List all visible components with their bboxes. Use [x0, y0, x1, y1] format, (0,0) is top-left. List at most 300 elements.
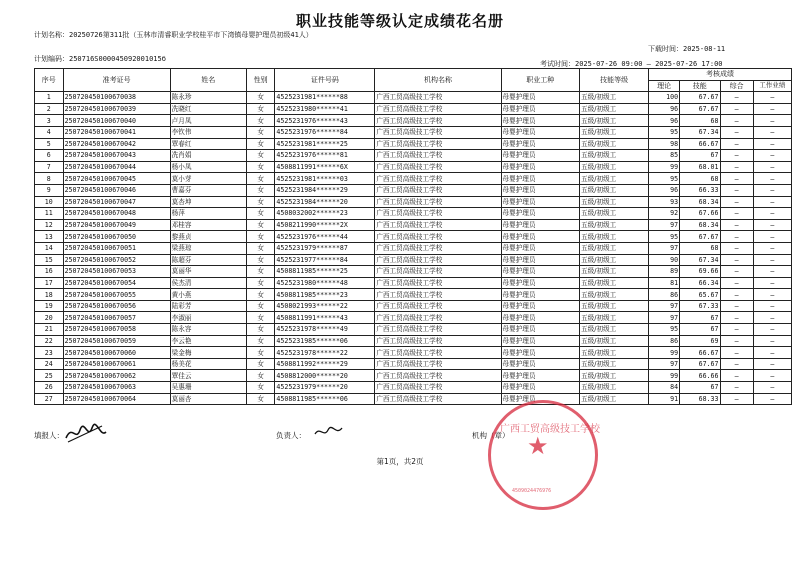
cell-name: 陈永容	[170, 324, 246, 336]
cell-total: —	[720, 277, 753, 289]
cell-ticket: 250720450100670051	[63, 242, 170, 254]
cell-no: 10	[35, 196, 64, 208]
cell-theory: 98	[649, 138, 680, 150]
cell-gender: 女	[246, 324, 275, 336]
cell-skill: 67	[680, 324, 720, 336]
col-gender: 性别	[246, 69, 275, 92]
cell-gender: 女	[246, 242, 275, 254]
score-table	[34, 68, 792, 405]
cell-level: 五级/初级工	[580, 277, 649, 289]
cell-job: 母婴护理员	[501, 126, 580, 138]
cell-theory: 97	[649, 358, 680, 370]
cell-total: —	[720, 219, 753, 231]
cell-job: 母婴护理员	[501, 173, 580, 185]
cell-ticket: 250720450100670047	[63, 196, 170, 208]
cell-gender: 女	[246, 161, 275, 173]
cell-org: 广西工贸高级技工学校	[375, 358, 501, 370]
cell-theory: 95	[649, 173, 680, 185]
cell-gender: 女	[246, 382, 275, 394]
cell-org: 广西工贸高级技工学校	[375, 126, 501, 138]
cell-job: 母婴护理员	[501, 138, 580, 150]
cell-name: 邓桂容	[170, 219, 246, 231]
cell-no: 13	[35, 231, 64, 243]
cell-work: —	[753, 208, 791, 220]
cell-gender: 女	[246, 184, 275, 196]
cell-level: 五级/初级工	[580, 103, 649, 115]
cell-total: —	[720, 254, 753, 266]
table-row	[35, 208, 792, 220]
table-row	[35, 370, 792, 382]
col-scores: 考核成绩	[649, 69, 792, 81]
table-row	[35, 231, 792, 243]
cell-no: 26	[35, 382, 64, 394]
cell-name: 吴惠珊	[170, 382, 246, 394]
cell-job: 母婴护理员	[501, 358, 580, 370]
cell-level: 五级/初级工	[580, 126, 649, 138]
cell-gender: 女	[246, 347, 275, 359]
cell-ticket: 250720450100670049	[63, 219, 170, 231]
cell-gender: 女	[246, 370, 275, 382]
cell-theory: 92	[649, 208, 680, 220]
header-row	[35, 69, 792, 81]
cell-org: 广西工贸高级技工学校	[375, 219, 501, 231]
plan-name: 计划名称：20250726第311批（玉林市清睿职业学校桂平市下湾镇母婴护理员初级41人）	[34, 31, 313, 39]
table-row	[35, 92, 792, 104]
cell-skill: 69	[680, 335, 720, 347]
cell-gender: 女	[246, 115, 275, 127]
cell-id: 4525231984******29	[275, 184, 375, 196]
cell-skill: 68.34	[680, 219, 720, 231]
table-row	[35, 138, 792, 150]
cell-job: 母婴护理员	[501, 219, 580, 231]
cell-gender: 女	[246, 393, 275, 405]
cell-job: 母婴护理员	[501, 184, 580, 196]
cell-skill: 68.34	[680, 196, 720, 208]
table-row	[35, 277, 792, 289]
cell-work: —	[753, 324, 791, 336]
cell-total: —	[720, 150, 753, 162]
cell-org: 广西工贸高级技工学校	[375, 103, 501, 115]
cell-ticket: 250720450100670039	[63, 103, 170, 115]
cell-id: 4508811985******25	[275, 266, 375, 278]
responsible-label: 负责人：	[276, 431, 306, 440]
cell-org: 广西工贸高级技工学校	[375, 277, 501, 289]
cell-job: 母婴护理员	[501, 115, 580, 127]
cell-job: 母婴护理员	[501, 231, 580, 243]
table-row	[35, 347, 792, 359]
cell-total: —	[720, 289, 753, 301]
cell-job: 母婴护理员	[501, 254, 580, 266]
cell-total: —	[720, 347, 753, 359]
cell-id: 4525231978******22	[275, 347, 375, 359]
cell-ticket: 250720450100670063	[63, 382, 170, 394]
cell-total: —	[720, 370, 753, 382]
cell-skill: 68	[680, 242, 720, 254]
cell-ticket: 250720450100670053	[63, 266, 170, 278]
cell-level: 五级/初级工	[580, 196, 649, 208]
table-row	[35, 161, 792, 173]
cell-work: —	[753, 92, 791, 104]
cell-name: 陆彩芳	[170, 300, 246, 312]
cell-theory: 81	[649, 277, 680, 289]
cell-level: 五级/初级工	[580, 150, 649, 162]
cell-name: 冼晓红	[170, 103, 246, 115]
cell-skill: 68.33	[680, 393, 720, 405]
cell-no: 25	[35, 370, 64, 382]
cell-ticket: 250720450100670055	[63, 289, 170, 301]
table-row	[35, 219, 792, 231]
cell-theory: 93	[649, 196, 680, 208]
cell-level: 五级/初级工	[580, 242, 649, 254]
cell-total: —	[720, 266, 753, 278]
cell-id: 4525231984******20	[275, 196, 375, 208]
cell-id: 4508811985******23	[275, 289, 375, 301]
cell-job: 母婴护理员	[501, 347, 580, 359]
cell-total: —	[720, 173, 753, 185]
cell-work: —	[753, 312, 791, 324]
cell-job: 母婴护理员	[501, 150, 580, 162]
cell-no: 27	[35, 393, 64, 405]
cell-total: —	[720, 393, 753, 405]
table-row	[35, 266, 792, 278]
cell-ticket: 250720450100670041	[63, 126, 170, 138]
cell-no: 9	[35, 184, 64, 196]
cell-gender: 女	[246, 150, 275, 162]
cell-org: 广西工贸高级技工学校	[375, 242, 501, 254]
cell-theory: 99	[649, 370, 680, 382]
cell-gender: 女	[246, 92, 275, 104]
cell-name: 梁燕琼	[170, 242, 246, 254]
cell-level: 五级/初级工	[580, 370, 649, 382]
filler-signature	[62, 422, 108, 444]
cell-total: —	[720, 161, 753, 173]
cell-ticket: 250720450100670057	[63, 312, 170, 324]
cell-level: 五级/初级工	[580, 254, 649, 266]
cell-skill: 67.66	[680, 208, 720, 220]
cell-level: 五级/初级工	[580, 92, 649, 104]
plan-code: 计划编码：250716S000045092001015б	[34, 55, 166, 63]
cell-job: 母婴护理员	[501, 208, 580, 220]
cell-no: 14	[35, 242, 64, 254]
cell-no: 24	[35, 358, 64, 370]
seal-text: 广西工贸高级技工学校	[500, 424, 600, 435]
cell-gender: 女	[246, 196, 275, 208]
cell-gender: 女	[246, 312, 275, 324]
cell-no: 5	[35, 138, 64, 150]
cell-total: —	[720, 103, 753, 115]
cell-theory: 89	[649, 266, 680, 278]
cell-id: 4525231981******88	[275, 92, 375, 104]
cell-id: 4525231980******48	[275, 277, 375, 289]
cell-job: 母婴护理员	[501, 196, 580, 208]
cell-name: 黎燕贞	[170, 231, 246, 243]
cell-level: 五级/初级工	[580, 393, 649, 405]
cell-id: 4525231976******43	[275, 115, 375, 127]
cell-level: 五级/初级工	[580, 312, 649, 324]
cell-id: 4525231979******20	[275, 382, 375, 394]
cell-level: 五级/初级工	[580, 300, 649, 312]
cell-job: 母婴护理员	[501, 335, 580, 347]
cell-total: —	[720, 184, 753, 196]
cell-theory: 95	[649, 231, 680, 243]
cell-level: 五级/初级工	[580, 358, 649, 370]
cell-level: 五级/初级工	[580, 231, 649, 243]
table-row	[35, 126, 792, 138]
table-row	[35, 312, 792, 324]
cell-name: 杨萍	[170, 208, 246, 220]
cell-job: 母婴护理员	[501, 382, 580, 394]
cell-org: 广西工贸高级技工学校	[375, 324, 501, 336]
cell-skill: 68.01	[680, 161, 720, 173]
cell-theory: 95	[649, 324, 680, 336]
cell-skill: 68	[680, 115, 720, 127]
cell-gender: 女	[246, 219, 275, 231]
col-total: 综合	[720, 80, 753, 92]
page-number: 第1页，共2页	[376, 457, 424, 466]
cell-name: 莫小芽	[170, 173, 246, 185]
cell-org: 广西工贸高级技工学校	[375, 300, 501, 312]
cell-work: —	[753, 358, 791, 370]
cell-no: 19	[35, 300, 64, 312]
col-name: 姓名	[170, 69, 246, 92]
cell-ticket: 250720450100670042	[63, 138, 170, 150]
cell-org: 广西工贸高级技工学校	[375, 138, 501, 150]
cell-skill: 66.67	[680, 138, 720, 150]
cell-no: 18	[35, 289, 64, 301]
cell-ticket: 250720450100670050	[63, 231, 170, 243]
seal-star-icon: ★	[527, 432, 549, 460]
cell-no: 11	[35, 208, 64, 220]
seal-label: 机构（章）	[472, 431, 510, 440]
cell-ticket: 250720450100670062	[63, 370, 170, 382]
cell-work: —	[753, 300, 791, 312]
cell-total: —	[720, 126, 753, 138]
cell-theory: 99	[649, 161, 680, 173]
cell-id: 4508032002******23	[275, 208, 375, 220]
cell-gender: 女	[246, 173, 275, 185]
cell-total: —	[720, 138, 753, 150]
cell-ticket: 250720450100670048	[63, 208, 170, 220]
cell-id: 4508211990******2X	[275, 219, 375, 231]
cell-no: 8	[35, 173, 64, 185]
table-row	[35, 254, 792, 266]
cell-gender: 女	[246, 335, 275, 347]
cell-id: 4525231976******84	[275, 126, 375, 138]
cell-job: 母婴护理员	[501, 103, 580, 115]
cell-work: —	[753, 277, 791, 289]
cell-total: —	[720, 312, 753, 324]
cell-ticket: 250720450100670061	[63, 358, 170, 370]
cell-work: —	[753, 347, 791, 359]
cell-no: 15	[35, 254, 64, 266]
cell-skill: 67.67	[680, 92, 720, 104]
cell-level: 五级/初级工	[580, 184, 649, 196]
cell-no: 7	[35, 161, 64, 173]
cell-gender: 女	[246, 231, 275, 243]
cell-ticket: 250720450100670054	[63, 277, 170, 289]
cell-ticket: 250720450100670045	[63, 173, 170, 185]
cell-name: 侯杰清	[170, 277, 246, 289]
col-ticket: 准考证号	[63, 69, 170, 92]
cell-skill: 69.66	[680, 266, 720, 278]
cell-name: 冼肖娟	[170, 150, 246, 162]
table-row	[35, 184, 792, 196]
cell-job: 母婴护理员	[501, 300, 580, 312]
cell-theory: 97	[649, 242, 680, 254]
cell-no: 21	[35, 324, 64, 336]
cell-org: 广西工贸高级技工学校	[375, 173, 501, 185]
cell-level: 五级/初级工	[580, 382, 649, 394]
cell-work: —	[753, 115, 791, 127]
cell-org: 广西工贸高级技工学校	[375, 382, 501, 394]
cell-ticket: 250720450100670052	[63, 254, 170, 266]
cell-work: —	[753, 219, 791, 231]
col-theory: 理论	[649, 80, 680, 92]
table-row	[35, 173, 792, 185]
table-row	[35, 289, 792, 301]
cell-ticket: 250720450100670038	[63, 92, 170, 104]
cell-ticket: 250720450100670043	[63, 150, 170, 162]
table-row	[35, 393, 792, 405]
cell-work: —	[753, 335, 791, 347]
cell-theory: 99	[649, 347, 680, 359]
cell-total: —	[720, 358, 753, 370]
table-row	[35, 300, 792, 312]
cell-skill: 67.67	[680, 231, 720, 243]
cell-id: 4525231976******81	[275, 150, 375, 162]
cell-work: —	[753, 242, 791, 254]
cell-total: —	[720, 300, 753, 312]
cell-theory: 96	[649, 184, 680, 196]
table-row	[35, 103, 792, 115]
cell-total: —	[720, 324, 753, 336]
cell-skill: 65.67	[680, 289, 720, 301]
cell-job: 母婴护理员	[501, 266, 580, 278]
cell-name: 陈超芬	[170, 254, 246, 266]
cell-work: —	[753, 289, 791, 301]
cell-theory: 86	[649, 335, 680, 347]
cell-job: 母婴护理员	[501, 289, 580, 301]
cell-job: 母婴护理员	[501, 312, 580, 324]
cell-id: 4525231981******25	[275, 138, 375, 150]
cell-total: —	[720, 231, 753, 243]
cell-id: 4525231985******06	[275, 335, 375, 347]
cell-skill: 67.67	[680, 358, 720, 370]
cell-level: 五级/初级工	[580, 335, 649, 347]
cell-gender: 女	[246, 138, 275, 150]
cell-theory: 84	[649, 382, 680, 394]
cell-org: 广西工贸高级技工学校	[375, 393, 501, 405]
cell-org: 广西工贸高级技工学校	[375, 312, 501, 324]
cell-name: 曹嘉芬	[170, 184, 246, 196]
cell-org: 广西工贸高级技工学校	[375, 266, 501, 278]
cell-theory: 97	[649, 219, 680, 231]
cell-id: 4508811992******29	[275, 358, 375, 370]
cell-work: —	[753, 184, 791, 196]
cell-gender: 女	[246, 266, 275, 278]
cell-name: 莫丽杏	[170, 393, 246, 405]
cell-skill: 66.67	[680, 347, 720, 359]
cell-work: —	[753, 173, 791, 185]
cell-level: 五级/初级工	[580, 115, 649, 127]
cell-level: 五级/初级工	[580, 173, 649, 185]
cell-theory: 85	[649, 150, 680, 162]
cell-name: 杨美花	[170, 358, 246, 370]
cell-skill: 68	[680, 173, 720, 185]
cell-no: 4	[35, 126, 64, 138]
exam-time: 考试时间：2025-07-26 09:00 — 2025-07-26 17:00	[540, 60, 723, 68]
cell-id: 4508021993******22	[275, 300, 375, 312]
cell-no: 17	[35, 277, 64, 289]
cell-theory: 97	[649, 300, 680, 312]
cell-total: —	[720, 92, 753, 104]
cell-no: 20	[35, 312, 64, 324]
cell-org: 广西工贸高级技工学校	[375, 335, 501, 347]
cell-gender: 女	[246, 126, 275, 138]
cell-job: 母婴护理员	[501, 242, 580, 254]
cell-skill: 66.33	[680, 184, 720, 196]
cell-total: —	[720, 335, 753, 347]
cell-org: 广西工贸高级技工学校	[375, 347, 501, 359]
cell-no: 12	[35, 219, 64, 231]
table-row	[35, 115, 792, 127]
cell-work: —	[753, 138, 791, 150]
cell-id: 4508811985******06	[275, 393, 375, 405]
col-skill: 技能	[680, 80, 720, 92]
responsible-signature	[312, 424, 346, 440]
cell-org: 广西工贸高级技工学校	[375, 184, 501, 196]
cell-ticket: 250720450100670060	[63, 347, 170, 359]
cell-job: 母婴护理员	[501, 277, 580, 289]
cell-name: 卢月凤	[170, 115, 246, 127]
cell-gender: 女	[246, 254, 275, 266]
cell-skill: 66.66	[680, 370, 720, 382]
col-level: 技能等级	[580, 69, 649, 92]
cell-no: 23	[35, 347, 64, 359]
cell-id: 4508812000******20	[275, 370, 375, 382]
cell-name: 覃春红	[170, 138, 246, 150]
cell-theory: 86	[649, 289, 680, 301]
cell-org: 广西工贸高级技工学校	[375, 161, 501, 173]
cell-ticket: 250720450100670056	[63, 300, 170, 312]
cell-level: 五级/初级工	[580, 208, 649, 220]
cell-theory: 96	[649, 103, 680, 115]
cell-name: 梁金梅	[170, 347, 246, 359]
col-work: 工作业绩	[753, 80, 791, 92]
cell-skill: 67	[680, 150, 720, 162]
page-title: 职业技能等级认定成绩花名册	[295, 12, 504, 30]
cell-level: 五级/初级工	[580, 324, 649, 336]
cell-theory: 96	[649, 115, 680, 127]
cell-no: 3	[35, 115, 64, 127]
cell-skill: 67.34	[680, 254, 720, 266]
cell-org: 广西工贸高级技工学校	[375, 92, 501, 104]
cell-job: 母婴护理员	[501, 92, 580, 104]
cell-work: —	[753, 382, 791, 394]
cell-ticket: 250720450100670046	[63, 184, 170, 196]
cell-id: 4508811991******6X	[275, 161, 375, 173]
table-row	[35, 196, 792, 208]
cell-org: 广西工贸高级技工学校	[375, 231, 501, 243]
table-row	[35, 382, 792, 394]
cell-work: —	[753, 370, 791, 382]
cell-name: 李钦伟	[170, 126, 246, 138]
cell-job: 母婴护理员	[501, 324, 580, 336]
cell-ticket: 250720450100670044	[63, 161, 170, 173]
cell-name: 李淑丽	[170, 312, 246, 324]
cell-level: 五级/初级工	[580, 347, 649, 359]
cell-gender: 女	[246, 103, 275, 115]
